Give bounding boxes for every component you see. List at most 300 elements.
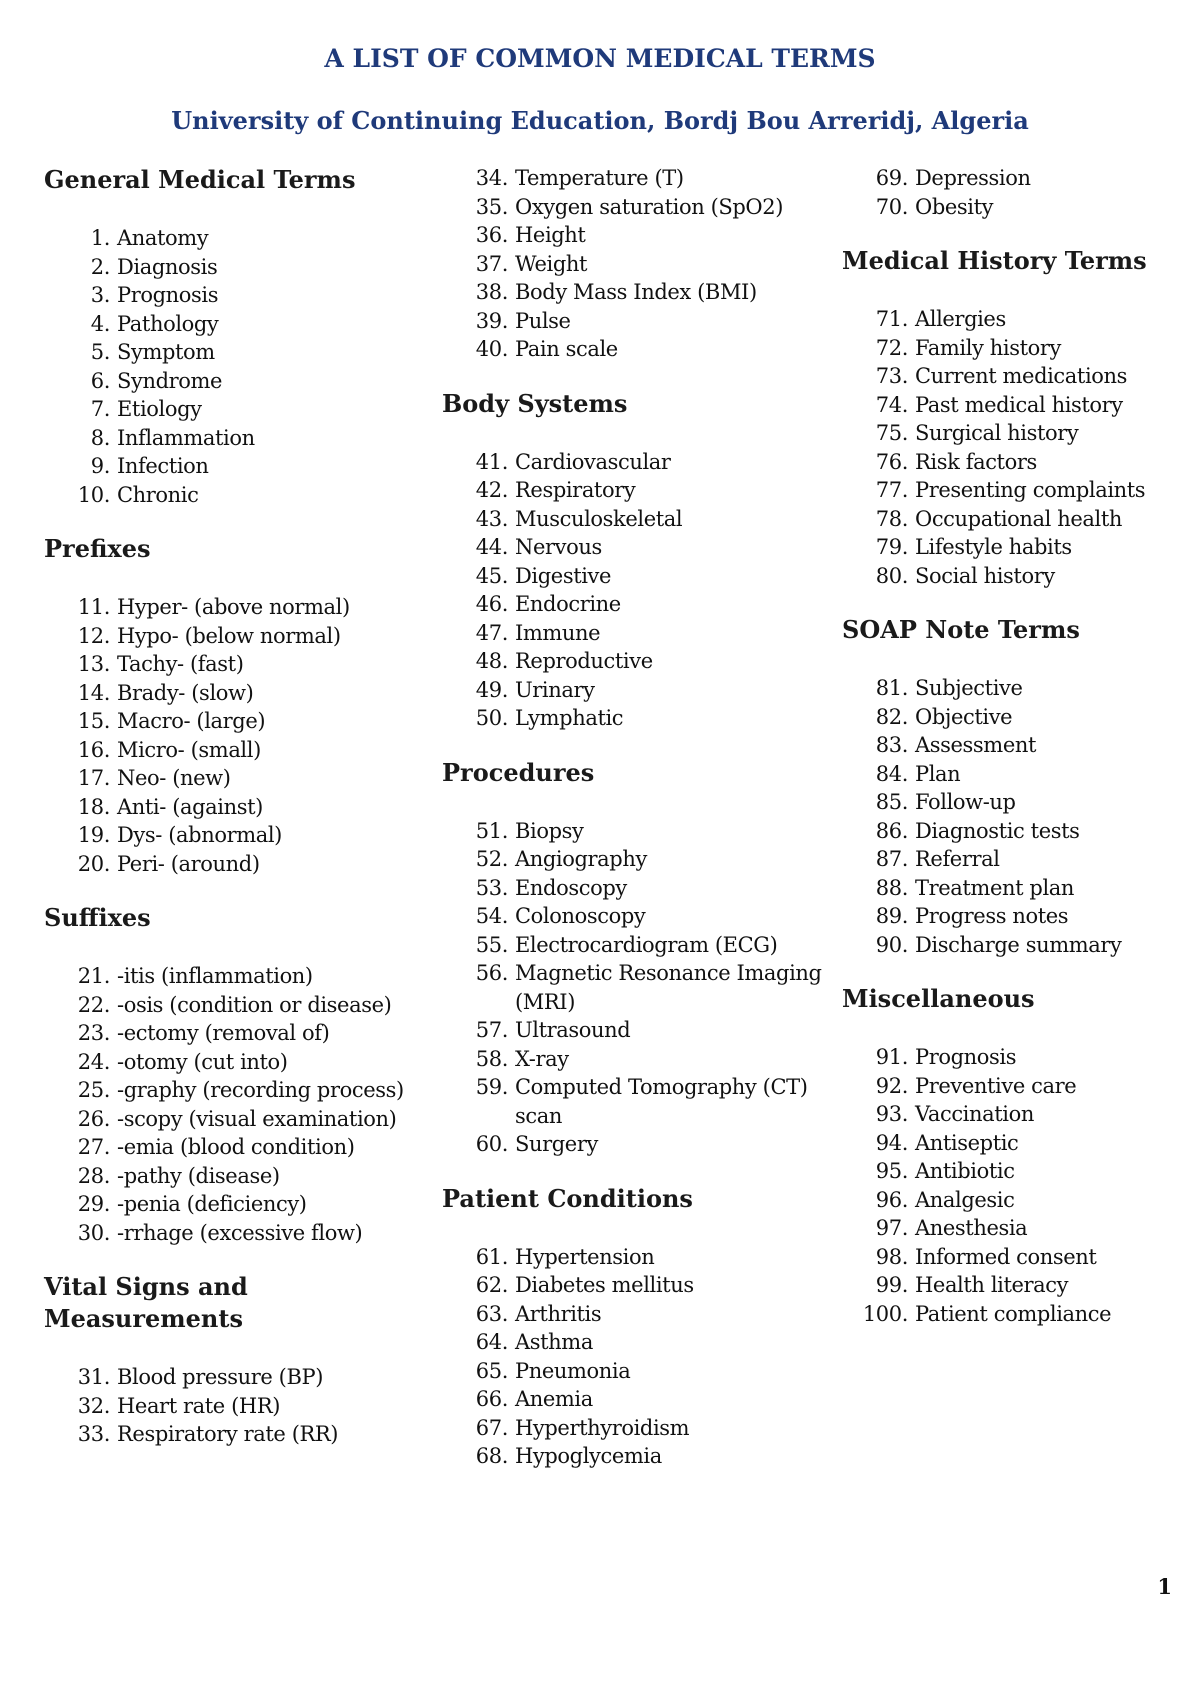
list-item-text: -rrhage (excessive flow) [117, 1220, 363, 1245]
list-item [842, 334, 1182, 363]
list-item [842, 1072, 1182, 1101]
section-title: Prefixes [44, 534, 151, 563]
list-item-text: Nervous [515, 535, 602, 559]
list-item-number: 16. [77, 737, 110, 762]
list-item [44, 991, 444, 1020]
list-item-number: 50. [475, 706, 508, 730]
list-item [842, 362, 1182, 391]
section [842, 164, 1182, 221]
list-item-text: Reproductive [515, 649, 653, 673]
list-item-text: Lymphatic [515, 706, 624, 730]
list-item-text: Prognosis [915, 1045, 1017, 1069]
list-item-number: 85. [875, 790, 908, 814]
list-item [842, 1243, 1182, 1272]
list-item-number: 70. [875, 194, 908, 219]
list-item [842, 164, 1182, 193]
list-item-number: 79. [875, 535, 908, 559]
list-item [842, 1100, 1182, 1129]
section [842, 983, 1182, 1328]
list-item-text: Pulse [515, 308, 571, 333]
list-item-text: Symptom [117, 340, 215, 364]
list-item-number: 63. [475, 1301, 508, 1326]
list-item-text: Inflammation [117, 425, 255, 450]
list-item-text: Macro- (large) [117, 709, 266, 733]
list-item-number: 49. [475, 677, 508, 702]
list-item-text: Hyperthyroidism [515, 1415, 690, 1440]
list-item [442, 676, 842, 705]
column-1 [44, 164, 444, 1473]
list-item [44, 962, 444, 991]
list-item [44, 1105, 444, 1134]
list-item [442, 250, 842, 279]
list-item-number: 48. [475, 649, 508, 673]
list-item-text: Digestive [515, 563, 612, 588]
list-item [44, 481, 444, 510]
list-item [44, 281, 444, 310]
document-title: A LIST OF COMMON MEDICAL TERMS [324, 44, 876, 73]
list-item-number: 5. [90, 340, 110, 364]
list-item [44, 1392, 444, 1421]
list-item-number: 34. [475, 166, 508, 190]
section [44, 1271, 444, 1449]
section [44, 533, 444, 878]
list-item-text: Peri- (around) [117, 851, 260, 876]
list-item [842, 674, 1182, 703]
list-item-number: 76. [875, 449, 908, 474]
list-item-text: Asthma [515, 1330, 593, 1354]
list-item-text: Hypoglycemia [515, 1444, 662, 1468]
term-list [842, 1043, 1182, 1328]
list-item [842, 1129, 1182, 1158]
list-item [442, 902, 842, 931]
list-item-text: Progress notes [915, 904, 1069, 928]
list-item-number: 54. [475, 904, 508, 928]
list-item-text: Current medications [915, 364, 1128, 388]
list-item-number: 13. [77, 652, 110, 676]
list-item-number: 24. [77, 1049, 110, 1074]
list-item-text: X-ray [515, 1046, 569, 1071]
list-item-text: Dys- (abnormal) [117, 823, 282, 847]
list-item-number: 21. [77, 964, 110, 988]
list-item-text: Past medical history [915, 392, 1123, 417]
term-list [442, 448, 842, 733]
list-item-text: Occupational health [915, 506, 1123, 531]
document-subtitle: University of Continuing Education, Bordj Bou Arreridj, Algeria [171, 106, 1029, 135]
list-item-text: Infection [117, 454, 209, 478]
list-item [44, 452, 444, 481]
list-item-number: 78. [875, 506, 908, 531]
section-title: Procedures [442, 757, 595, 787]
list-item-number: 11. [77, 595, 110, 619]
list-item-number: 61. [475, 1244, 508, 1269]
list-item-text: Anemia [515, 1387, 593, 1411]
list-item-text: Ultrasound [515, 1018, 631, 1042]
list-item [44, 338, 444, 367]
list-item [44, 253, 444, 282]
term-list [442, 164, 842, 364]
list-item-number: 89. [875, 904, 908, 928]
list-item [442, 874, 842, 903]
list-item-number: 46. [475, 592, 508, 616]
list-item [44, 424, 444, 453]
list-item-number: 87. [875, 847, 908, 871]
list-item-number: 47. [475, 620, 508, 645]
list-item [44, 736, 444, 765]
section-title: Patient Conditions [442, 1183, 693, 1213]
list-item [44, 622, 444, 651]
list-item-number: 81. [875, 676, 908, 700]
list-item-number: 19. [77, 823, 110, 847]
list-item-number: 25. [77, 1078, 110, 1102]
list-item [442, 505, 842, 534]
list-item-number: 80. [875, 563, 908, 588]
term-list [442, 1243, 842, 1471]
list-item-number: 69. [875, 166, 908, 190]
list-item-text: Pathology [117, 311, 219, 336]
section-title: SOAP Note Terms [842, 615, 1080, 644]
list-item-number: 66. [475, 1387, 508, 1411]
list-item-text: Musculoskeletal [515, 506, 683, 531]
list-item-text: Health literacy [915, 1273, 1069, 1297]
list-item [44, 1162, 444, 1191]
list-item [44, 224, 444, 253]
list-item-number: 22. [77, 992, 110, 1017]
list-item [842, 931, 1182, 960]
list-item-text: Etiology [117, 397, 202, 421]
list-item [842, 1157, 1182, 1186]
list-item-number: 30. [77, 1220, 110, 1245]
list-item [842, 788, 1182, 817]
list-item-text: Chronic [117, 482, 199, 507]
list-item [44, 1219, 444, 1248]
list-item-number: 100. [862, 1301, 908, 1326]
list-item-number: 17. [77, 766, 110, 790]
list-item-number: 27. [77, 1135, 110, 1159]
list-item [442, 307, 842, 336]
list-item-text: Diagnostic tests [915, 818, 1080, 843]
list-item-number: 20. [77, 851, 110, 876]
list-item-text: Magnetic Resonance Imaging (MRI) [515, 961, 822, 1014]
list-item-number: 15. [77, 709, 110, 733]
list-item-text: Presenting complaints [915, 478, 1146, 502]
list-item [442, 845, 842, 874]
section [842, 245, 1182, 590]
list-item-number: 2. [90, 254, 110, 279]
list-item [44, 850, 444, 879]
list-item [44, 1420, 444, 1449]
list-item-number: 86. [875, 818, 908, 843]
term-list [442, 817, 842, 1159]
list-item-number: 42. [475, 478, 508, 502]
list-item-number: 92. [875, 1073, 908, 1098]
list-item-text: Diagnosis [117, 254, 218, 279]
list-item-number: 39. [475, 308, 508, 333]
list-item-number: 9. [90, 454, 110, 478]
list-item [442, 1414, 842, 1443]
list-item-number: 90. [875, 932, 908, 957]
list-item-text: Micro- (small) [117, 737, 261, 762]
list-item-text: Anti- (against) [117, 794, 263, 819]
list-item [842, 1043, 1182, 1072]
list-item-number: 58. [475, 1046, 508, 1071]
list-item [842, 448, 1182, 477]
term-list [842, 164, 1182, 221]
list-item-text: Social history [915, 563, 1055, 588]
list-item [44, 793, 444, 822]
list-item-number: 99. [875, 1273, 908, 1297]
list-item [442, 619, 842, 648]
list-item-text: Follow-up [915, 790, 1016, 814]
list-item-number: 10. [77, 482, 110, 507]
list-item-number: 72. [875, 335, 908, 360]
list-item-number: 55. [475, 932, 508, 957]
list-item [842, 1271, 1182, 1300]
list-item-number: 45. [475, 563, 508, 588]
list-item-text: Colonoscopy [515, 904, 646, 928]
list-item [44, 367, 444, 396]
list-item [44, 707, 444, 736]
list-item-text: Cardiovascular [515, 449, 671, 474]
list-item-number: 40. [475, 337, 508, 361]
list-item-number: 4. [90, 311, 110, 336]
list-item [44, 1076, 444, 1105]
list-item [442, 817, 842, 846]
list-item-text: Prognosis [117, 283, 219, 307]
list-item-number: 18. [77, 794, 110, 819]
list-item-text: Computed Tomography (CT) scan [515, 1075, 808, 1128]
list-item-text: Height [515, 223, 586, 247]
list-item [442, 476, 842, 505]
list-item-number: 44. [475, 535, 508, 559]
list-item-number: 12. [77, 623, 110, 648]
term-list [44, 593, 444, 878]
list-item-number: 71. [875, 307, 908, 331]
list-item [44, 593, 444, 622]
list-item-text: Referral [915, 847, 1000, 871]
list-item-number: 95. [875, 1159, 908, 1183]
list-item-number: 94. [875, 1130, 908, 1155]
list-item [44, 1190, 444, 1219]
list-item [842, 419, 1182, 448]
list-item-text: Temperature (T) [515, 166, 684, 190]
list-item-number: 96. [875, 1187, 908, 1212]
list-item-number: 84. [875, 761, 908, 786]
list-item-text: Hypo- (below normal) [117, 623, 341, 648]
list-item-number: 98. [875, 1244, 908, 1269]
list-item-number: 38. [475, 280, 508, 304]
list-item-text: Weight [515, 251, 588, 276]
list-item-text: -pathy (disease) [117, 1163, 280, 1188]
list-item [842, 193, 1182, 222]
list-item-number: 60. [475, 1132, 508, 1156]
list-item-number: 6. [90, 368, 110, 393]
list-item-text: Informed consent [915, 1244, 1097, 1269]
section-title: General Medical Terms [44, 165, 356, 194]
list-item-text: Electrocardiogram (ECG) [515, 932, 778, 957]
list-item-number: 43. [475, 506, 508, 531]
list-item-text: -scopy (visual examination) [117, 1106, 397, 1131]
list-item-text: -otomy (cut into) [117, 1049, 288, 1074]
term-list [44, 962, 444, 1247]
list-item [442, 1073, 842, 1130]
list-item-text: Hyper- (above normal) [117, 595, 350, 619]
list-item-text: Tachy- (fast) [117, 652, 244, 676]
list-item [842, 874, 1182, 903]
list-item-number: 37. [475, 251, 508, 276]
list-item-number: 32. [77, 1393, 110, 1418]
list-item [442, 1016, 842, 1045]
list-item-text: Blood pressure (BP) [117, 1365, 324, 1389]
list-item-number: 1. [90, 226, 110, 250]
list-item [442, 704, 842, 733]
list-item-text: -penia (deficiency) [117, 1192, 307, 1216]
list-item-text: Subjective [915, 676, 1023, 700]
section [442, 1183, 842, 1471]
list-item [442, 1300, 842, 1329]
list-item-number: 29. [77, 1192, 110, 1216]
list-item-text: Anesthesia [915, 1216, 1028, 1240]
list-item [44, 764, 444, 793]
list-item-text: Obesity [915, 194, 994, 219]
list-item-number: 35. [475, 194, 508, 219]
term-list [842, 305, 1182, 590]
term-list [842, 674, 1182, 959]
list-item-text: Surgery [515, 1132, 598, 1156]
page-number: 1 [1157, 1574, 1172, 1599]
list-item-text: Brady- (slow) [117, 680, 254, 705]
list-item-text: Plan [915, 761, 961, 786]
list-item [842, 1300, 1182, 1329]
list-item [442, 533, 842, 562]
list-item-number: 26. [77, 1106, 110, 1131]
list-item-number: 56. [475, 961, 508, 985]
list-item [44, 395, 444, 424]
list-item-number: 83. [875, 733, 908, 757]
list-item-text: Hypertension [515, 1244, 655, 1269]
list-item [442, 959, 842, 1016]
list-item-text: Objective [915, 704, 1013, 729]
list-item [442, 221, 842, 250]
section-title: Suffixes [44, 903, 151, 932]
list-item [442, 164, 842, 193]
section-title: Miscellaneous [842, 984, 1035, 1013]
list-item [842, 305, 1182, 334]
list-item [842, 902, 1182, 931]
list-item-number: 28. [77, 1163, 110, 1188]
list-item [842, 533, 1182, 562]
list-item-text: Respiratory [515, 478, 636, 502]
list-item-text: Antiseptic [915, 1130, 1019, 1155]
list-item-number: 65. [475, 1358, 508, 1383]
list-item-text: Discharge summary [915, 932, 1122, 957]
list-item-number: 53. [475, 875, 508, 900]
list-item [44, 1363, 444, 1392]
list-item-number: 33. [77, 1422, 110, 1446]
section [842, 614, 1182, 959]
list-item-text: Analgesic [915, 1187, 1015, 1212]
list-item-number: 7. [90, 397, 110, 421]
list-item-text: Patient compliance [915, 1301, 1112, 1326]
list-item-number: 64. [475, 1330, 508, 1354]
list-item-text: Angiography [515, 847, 647, 871]
list-item [442, 562, 842, 591]
list-item-number: 36. [475, 223, 508, 247]
list-item-number: 97. [875, 1216, 908, 1240]
list-item [442, 647, 842, 676]
list-item [442, 1328, 842, 1357]
list-item [44, 1048, 444, 1077]
list-item-text: Arthritis [515, 1301, 602, 1326]
list-item-text: Urinary [515, 677, 595, 702]
list-item-text: Surgical history [915, 421, 1079, 445]
list-item-text: Respiratory rate (RR) [117, 1422, 339, 1446]
section [442, 164, 842, 364]
list-item [442, 193, 842, 222]
list-item-text: Allergies [915, 307, 1006, 331]
list-item-text: -itis (inflammation) [117, 964, 313, 988]
list-item [442, 1385, 842, 1414]
list-item [842, 1186, 1182, 1215]
section [442, 757, 842, 1159]
list-item [442, 335, 842, 364]
list-item [442, 1442, 842, 1471]
list-item-text: Pneumonia [515, 1358, 631, 1383]
list-item [842, 817, 1182, 846]
list-item [842, 731, 1182, 760]
list-item-text: Vaccination [915, 1102, 1034, 1126]
term-list [44, 224, 444, 509]
list-item-number: 31. [77, 1365, 110, 1389]
list-item-text: Lifestyle habits [915, 535, 1072, 559]
list-item-number: 74. [875, 392, 908, 417]
list-item-text: Family history [915, 335, 1061, 360]
list-item-number: 51. [475, 818, 508, 843]
list-item-text: Endoscopy [515, 875, 627, 900]
list-item-text: -graphy (recording process) [117, 1078, 404, 1102]
list-item-number: 67. [475, 1415, 508, 1440]
list-item-text: Syndrome [117, 368, 223, 393]
list-item [442, 931, 842, 960]
list-item [842, 703, 1182, 732]
section [442, 388, 842, 733]
list-item-number: 68. [475, 1444, 508, 1468]
list-item [442, 278, 842, 307]
list-item [44, 679, 444, 708]
section [44, 902, 444, 1247]
list-item [842, 760, 1182, 789]
list-item-text: Biopsy [515, 818, 584, 843]
list-item-text: -emia (blood condition) [117, 1135, 355, 1159]
section-title: Body Systems [442, 388, 628, 418]
list-item-text: Assessment [915, 733, 1037, 757]
list-item-text: Oxygen saturation (SpO2) [515, 194, 784, 219]
list-item-text: Treatment plan [915, 875, 1075, 900]
list-item [842, 562, 1182, 591]
list-item-text: Anatomy [117, 226, 209, 250]
list-item-number: 77. [875, 478, 908, 502]
list-item-text: Endocrine [515, 592, 621, 616]
list-item-number: 73. [875, 364, 908, 388]
list-item-text: Preventive care [915, 1073, 1077, 1098]
section-title: Vital Signs and Measurements [44, 1272, 248, 1333]
list-item-number: 62. [475, 1273, 508, 1297]
section [44, 164, 444, 509]
column-3 [842, 164, 1182, 1352]
list-item-text: Heart rate (HR) [117, 1393, 281, 1418]
list-item [842, 845, 1182, 874]
list-item-text: Antibiotic [915, 1159, 1015, 1183]
list-item-text: -ectomy (removal of) [117, 1021, 330, 1045]
